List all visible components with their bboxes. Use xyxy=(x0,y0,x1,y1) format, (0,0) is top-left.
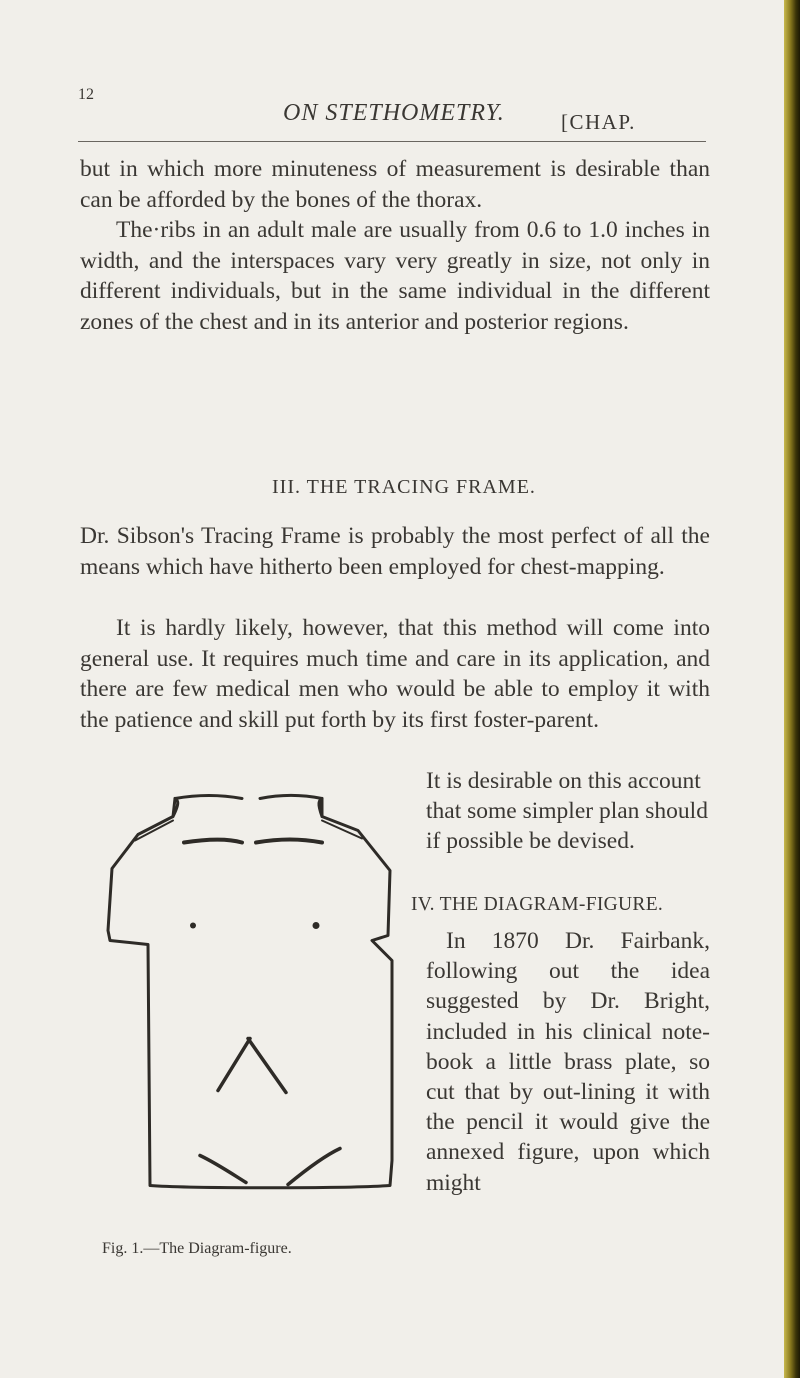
chapter-marker: [CHAP. xyxy=(561,110,636,134)
header-rule xyxy=(78,141,706,142)
paragraph-simpler-plan xyxy=(426,766,710,857)
paragraph-general-use-text: It is hardly likely, however, that this method will come into general use. It requires much time and care in its application, and there are few medical men who would be able to employ it with the patience and skill put forth by its first foster-parent. xyxy=(80,615,710,733)
opening-paragraphs xyxy=(80,154,710,337)
torso-outline-illustration xyxy=(108,758,404,1233)
paragraph-fairbank-text: In 1870 Dr. Fairbank, following out the idea suggested by Dr. Bright, included in his clinical note-book a little brass plate, so cut that by out-lining it with the pencil it would give the annexed figure, upon which might xyxy=(426,928,710,1196)
figure-caption: Fig. 1.—The Diagram-figure. xyxy=(102,1240,292,1257)
paragraph-fairbank xyxy=(426,926,710,1198)
section-heading-tracing-frame: III. THE TRACING FRAME. xyxy=(272,476,536,498)
running-title: ON STETHOMETRY. xyxy=(283,100,505,126)
paragraph-sibson-text: Dr. Sibson's Tracing Frame is probably the most perfect of all the means which have hitherto been employed for chest-mapping. xyxy=(80,523,710,580)
paragraph-general-use xyxy=(80,613,710,735)
paragraph-simpler-plan-text: It is desirable on this account that some simpler plan should if possible be devised. xyxy=(426,768,708,855)
book-spine-edge xyxy=(784,0,800,1378)
paragraph-ribs: The·ribs in an adult male are usually from 0.6 to 1.0 inches in width, and the interspaces vary very greatly in size, not only in different individuals, but in the same individual in the different zones of the chest and in its anterior and posterior regions. xyxy=(80,217,710,335)
page-header xyxy=(0,0,780,160)
page-number: 12 xyxy=(78,86,94,103)
section-heading-diagram-figure: IV. THE DIAGRAM-FIGURE. xyxy=(411,894,664,915)
paragraph-continuation: but in which more minuteness of measurement is desirable than can be afforded by the bones of the thorax. xyxy=(80,156,710,213)
diagram-figure xyxy=(108,758,404,982)
paragraph-sibson xyxy=(80,521,710,582)
